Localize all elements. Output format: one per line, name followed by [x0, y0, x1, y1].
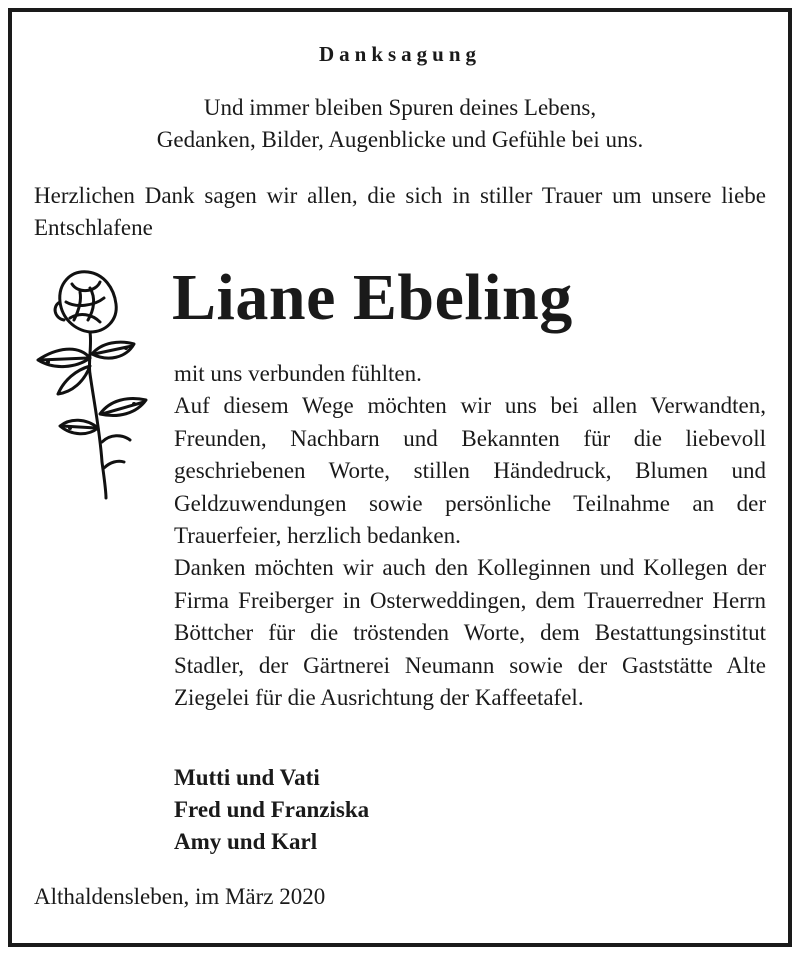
verse-line-2: Gedanken, Bilder, Augenblicke und Gefühle bei uns. — [156, 127, 644, 152]
body-paragraph: Auf diesem Wege möchten wir uns bei allen Verwandten, Freunden, Nachbarn und Bekannten für die liebevoll geschriebenen Worte, stillen Händedruck, Blumen und Geldzuwendungen sowie persönliche Teilnahme an der Trauerfeier, herzlich bedanken. — [174, 393, 766, 549]
notice-heading: Danksagung — [318, 42, 482, 66]
verse-line-1: Und immer bleiben Spuren deines Lebens, — [203, 95, 597, 120]
intro-text: Herzlichen Dank sagen wir allen, die sich in stiller Trauer um unsere liebe Entschlafene — [34, 183, 766, 240]
signatory: Mutti und Vati — [174, 765, 320, 790]
verse — [0, 92, 800, 156]
place-date: Althaldensleben, im März 2020 — [34, 884, 326, 909]
body-paragraph: Danken möchten wir auch den Kolleginnen und Kollegen der Firma Freiberger in Osterweddingen, dem Trauerredner Herrn Böttcher für die tröstenden Worte, dem Bestattungsinstitut Stadler, der Gärtnerei Neumann sowie der Gaststätte Alte Ziegelei für die Ausrichtung der Kaffeetafel. — [174, 555, 766, 711]
signatories — [174, 762, 674, 858]
body-paragraph: mit uns verbunden fühlten. — [174, 361, 422, 386]
body-text — [174, 358, 766, 714]
deceased-name: Liane Ebeling — [172, 261, 573, 334]
signatory: Amy und Karl — [174, 829, 318, 854]
rose-icon — [30, 262, 160, 507]
signatory: Fred und Franziska — [174, 797, 370, 822]
